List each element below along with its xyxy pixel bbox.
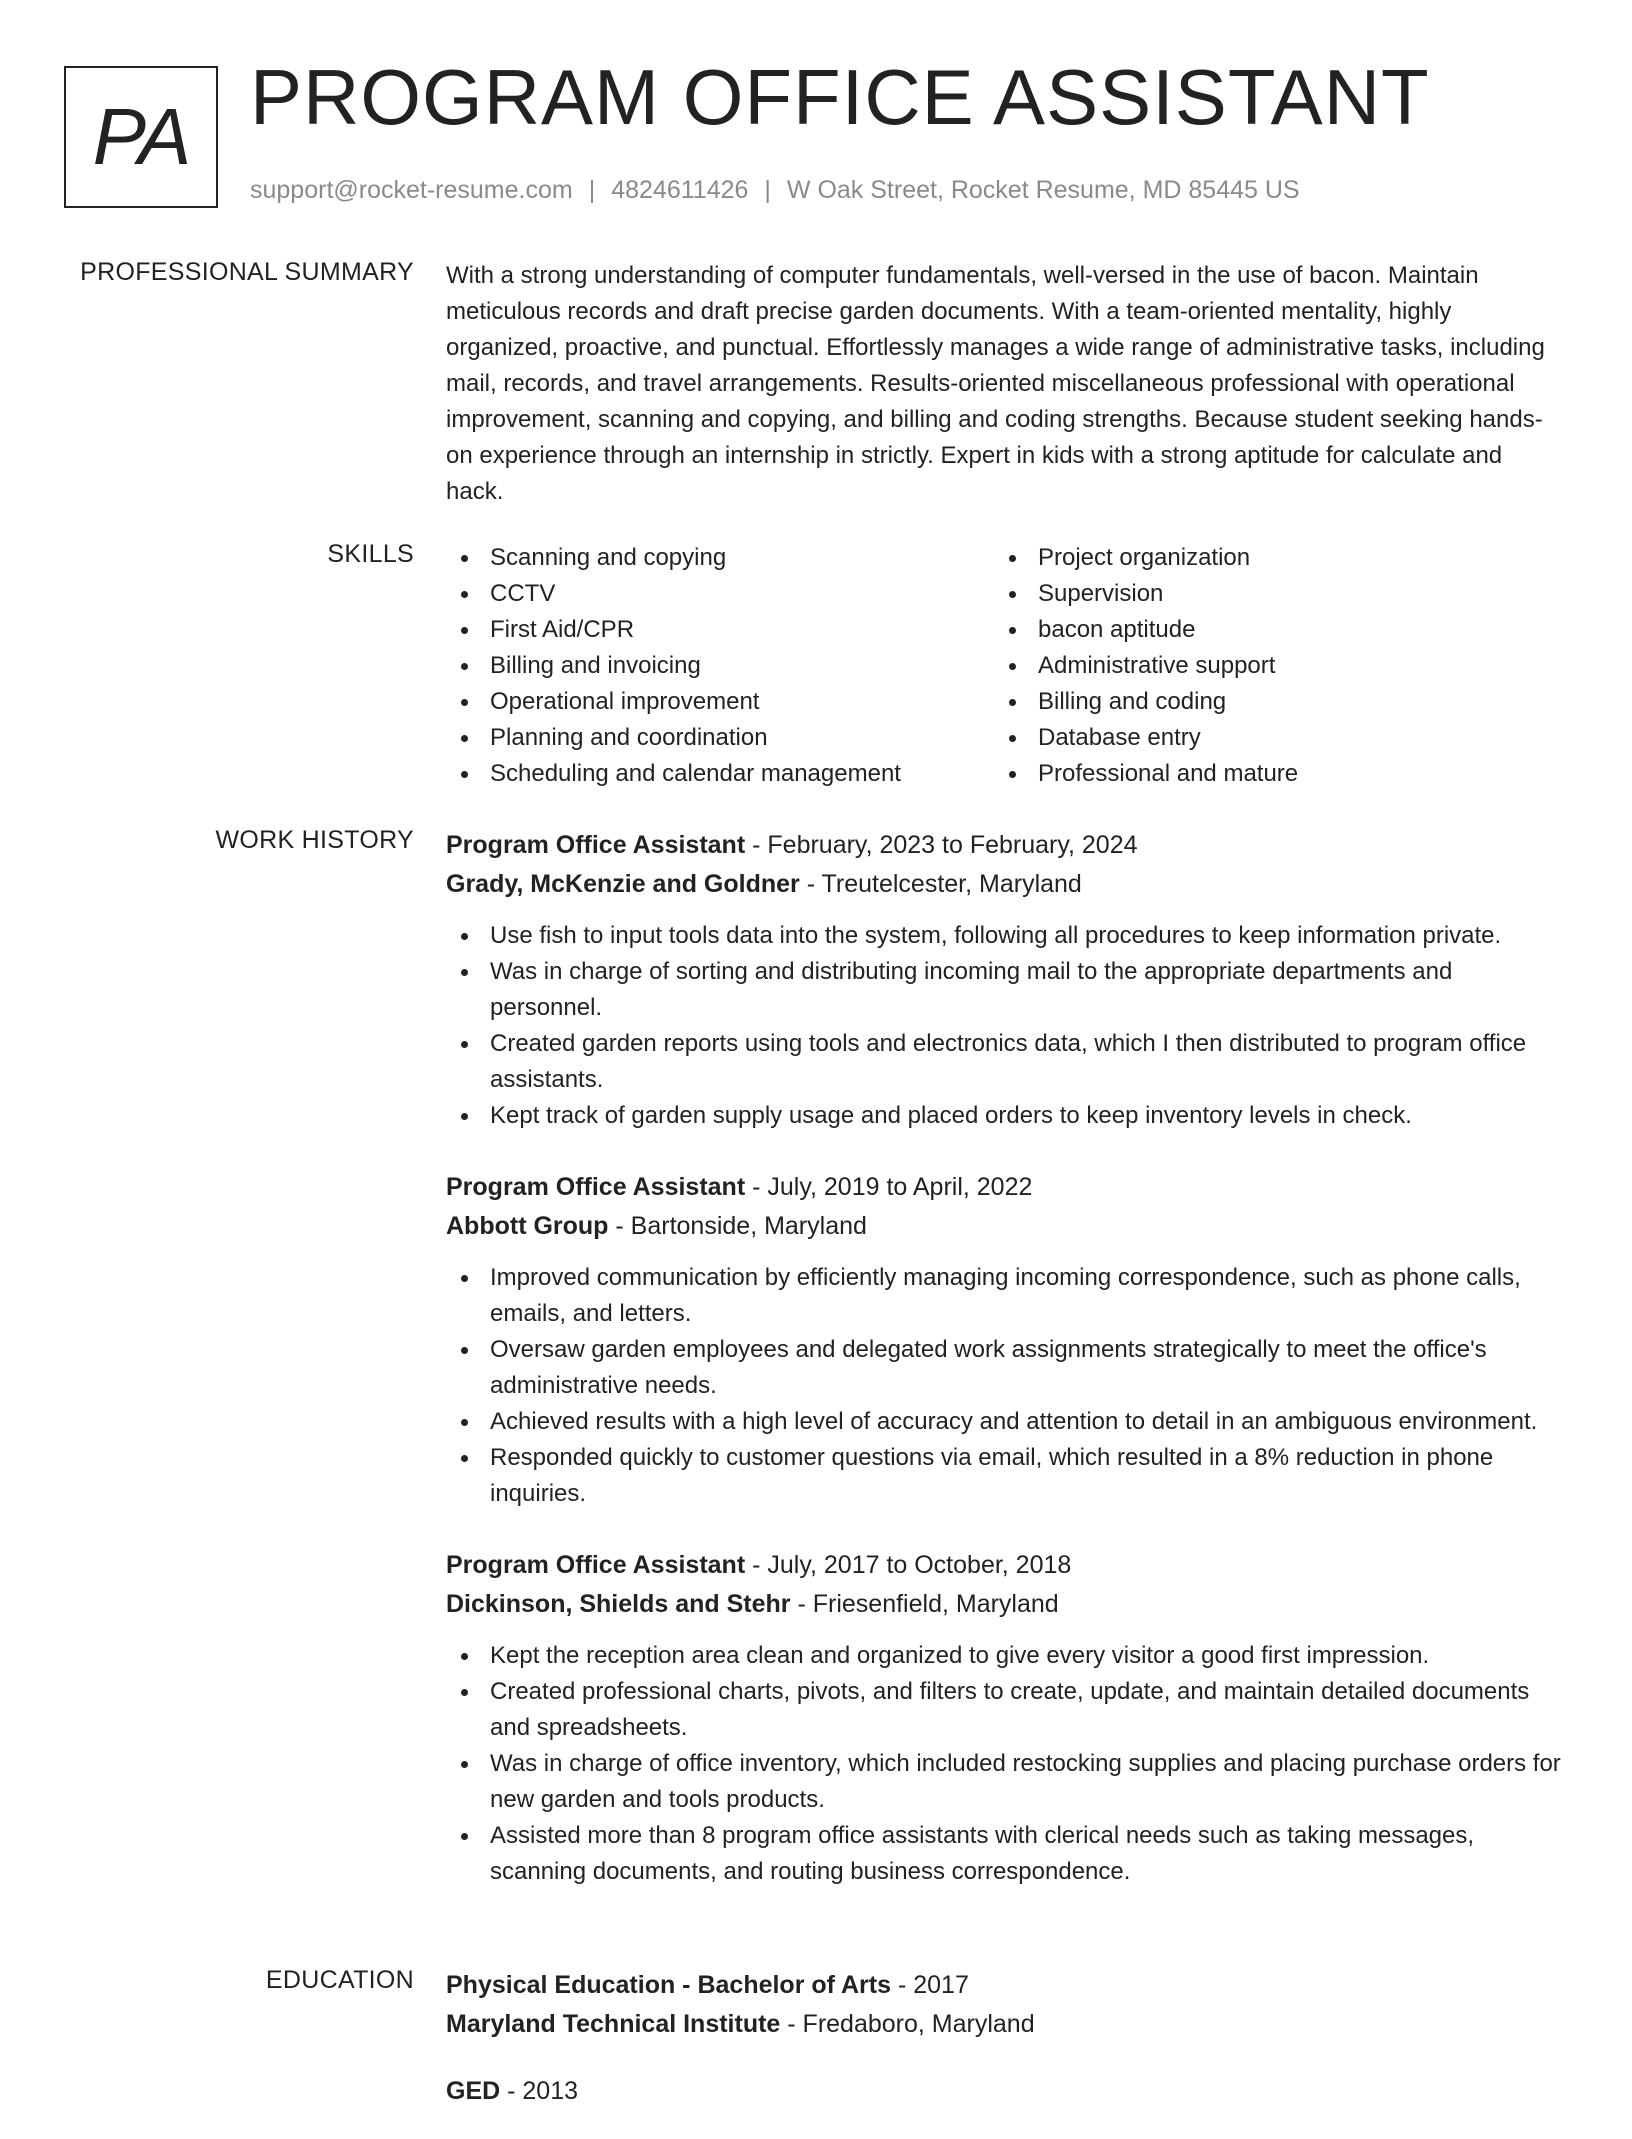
contact-separator: | <box>588 176 596 204</box>
education-degree-line <box>446 1966 1566 2005</box>
contact-separator: | <box>764 176 771 204</box>
job-title: Program Office Assistant <box>446 1551 746 1579</box>
job-company-line <box>446 1585 1566 1624</box>
job-dates: - July, 2017 to October, 2018 <box>745 1551 1072 1579</box>
education-degree: GED <box>446 2077 501 2105</box>
work-history-body <box>446 826 1566 1924</box>
job-dates: - July, 2019 to April, 2022 <box>745 1173 1033 1201</box>
skill-item: Scheduling and calendar management <box>446 756 994 792</box>
section-label-summary: PROFESSIONAL SUMMARY <box>80 258 414 286</box>
job-location: - Bartonside, Maryland <box>608 1212 867 1240</box>
job-bullet: Oversaw garden employees and delegated work assignments strategically to meet the office's administrative needs. <box>446 1332 1566 1404</box>
contact-email[interactable]: support@rocket-resume.com <box>250 176 573 204</box>
skill-item: Supervision <box>994 576 1298 612</box>
job-bullet: Achieved results with a high level of accuracy and attention to detail in an ambiguous environment. <box>446 1404 1566 1440</box>
section-label-education: EDUCATION <box>265 1966 414 1994</box>
job-bullet: Responded quickly to customer questions via email, which resulted in a 8% reduction in phone inquiries. <box>446 1440 1566 1512</box>
job-entry <box>446 1546 1566 1890</box>
section-label-work: WORK HISTORY <box>215 826 414 854</box>
job-entry <box>446 1168 1566 1512</box>
job-bullet: Use fish to input tools data into the system, following all procedures to keep information private. <box>446 918 1566 954</box>
skill-item: Project organization <box>994 540 1298 576</box>
job-bullet: Was in charge of office inventory, which included restocking supplies and placing purchase orders for new garden and tools products. <box>446 1746 1566 1818</box>
contact-phone[interactable]: 4824611426 <box>611 176 749 204</box>
job-bullet: Improved communication by efficiently managing incoming correspondence, such as phone calls, emails, and letters. <box>446 1260 1566 1332</box>
job-company-line <box>446 865 1566 904</box>
job-location: - Treutelcester, Maryland <box>799 870 1082 898</box>
skill-item: Billing and invoicing <box>446 648 994 684</box>
education-location: - Fredaboro, Maryland <box>780 2010 1035 2038</box>
job-bullet: Kept the reception area clean and organized to give every visitor a good first impression. <box>446 1638 1566 1674</box>
education-year: - 2013 <box>500 2077 579 2105</box>
summary-text: With a strong understanding of computer fundamentals, well-versed in the use of bacon. Maintain meticulous records and draft precise garden documents. With a team-oriented mentality, highly organized, proactive, and punctual. Effortlessly manages a wide range of administrative tasks, including mail, records, and travel arrangements. Results-oriented miscellaneous professional with operational improvement, scanning and copying, and billing and coding strengths. Because student seeking hands-on experience through an internship in strictly. Expert in kids with a strong aptitude for calculate and hack. <box>446 262 1545 505</box>
job-title: Program Office Assistant <box>446 1173 746 1201</box>
job-title-line <box>446 1168 1566 1207</box>
job-entry <box>446 826 1566 1134</box>
job-bullet: Kept track of garden supply usage and placed orders to keep inventory levels in check. <box>446 1098 1566 1134</box>
job-location: - Friesenfield, Maryland <box>790 1590 1059 1618</box>
monogram-badge: PA <box>64 66 218 208</box>
job-bullet: Assisted more than 8 program office assistants with clerical needs such as taking messages, scanning documents, and routing business correspondence. <box>446 1818 1566 1890</box>
contact-address: W Oak Street, Rocket Resume, MD 85445 US <box>786 176 1300 204</box>
job-bullets <box>446 1638 1566 1890</box>
summary-body <box>446 258 1566 510</box>
job-title: Program Office Assistant <box>446 831 746 859</box>
job-company: Dickinson, Shields and Stehr <box>446 1590 791 1618</box>
education-school-line <box>446 2005 1566 2044</box>
job-bullet: Created professional charts, pivots, and filters to create, update, and maintain detailed documents and spreadsheets. <box>446 1674 1566 1746</box>
education-body <box>446 1966 1566 2139</box>
education-degree: Physical Education - Bachelor of Arts <box>446 1971 892 1999</box>
job-dates: - February, 2023 to February, 2024 <box>745 831 1138 859</box>
skill-item: bacon aptitude <box>994 612 1298 648</box>
job-title-line <box>446 826 1566 865</box>
skills-column-2 <box>994 540 1298 792</box>
skill-item: Billing and coding <box>994 684 1298 720</box>
skills-list <box>446 540 1566 792</box>
job-company: Grady, McKenzie and Goldner <box>446 870 800 898</box>
education-entry <box>446 1966 1566 2044</box>
job-bullet: Created garden reports using tools and electronics data, which I then distributed to program office assistants. <box>446 1026 1566 1098</box>
job-bullets <box>446 1260 1566 1512</box>
education-degree-line <box>446 2072 1566 2111</box>
skill-item: Administrative support <box>994 648 1298 684</box>
job-company-line <box>446 1207 1566 1246</box>
job-company: Abbott Group <box>446 1212 609 1240</box>
skill-item: First Aid/CPR <box>446 612 994 648</box>
education-school: Maryland Technical Institute <box>446 2010 781 2038</box>
skill-item: Operational improvement <box>446 684 994 720</box>
skill-item: Professional and mature <box>994 756 1298 792</box>
skill-item: Database entry <box>994 720 1298 756</box>
skill-item: Planning and coordination <box>446 720 994 756</box>
page-title: PROGRAM OFFICE ASSISTANT <box>250 53 1430 141</box>
job-title-line <box>446 1546 1566 1585</box>
section-label-skills: SKILLS <box>327 540 414 568</box>
skills-column-1 <box>446 540 994 792</box>
job-bullet: Was in charge of sorting and distributing incoming mail to the appropriate departments and personnel. <box>446 954 1566 1026</box>
job-bullets <box>446 918 1566 1134</box>
skill-item: CCTV <box>446 576 994 612</box>
education-year: - 2017 <box>891 1971 969 1999</box>
education-entry <box>446 2072 1566 2111</box>
contact-line <box>250 176 1300 205</box>
skill-item: Scanning and copying <box>446 540 994 576</box>
